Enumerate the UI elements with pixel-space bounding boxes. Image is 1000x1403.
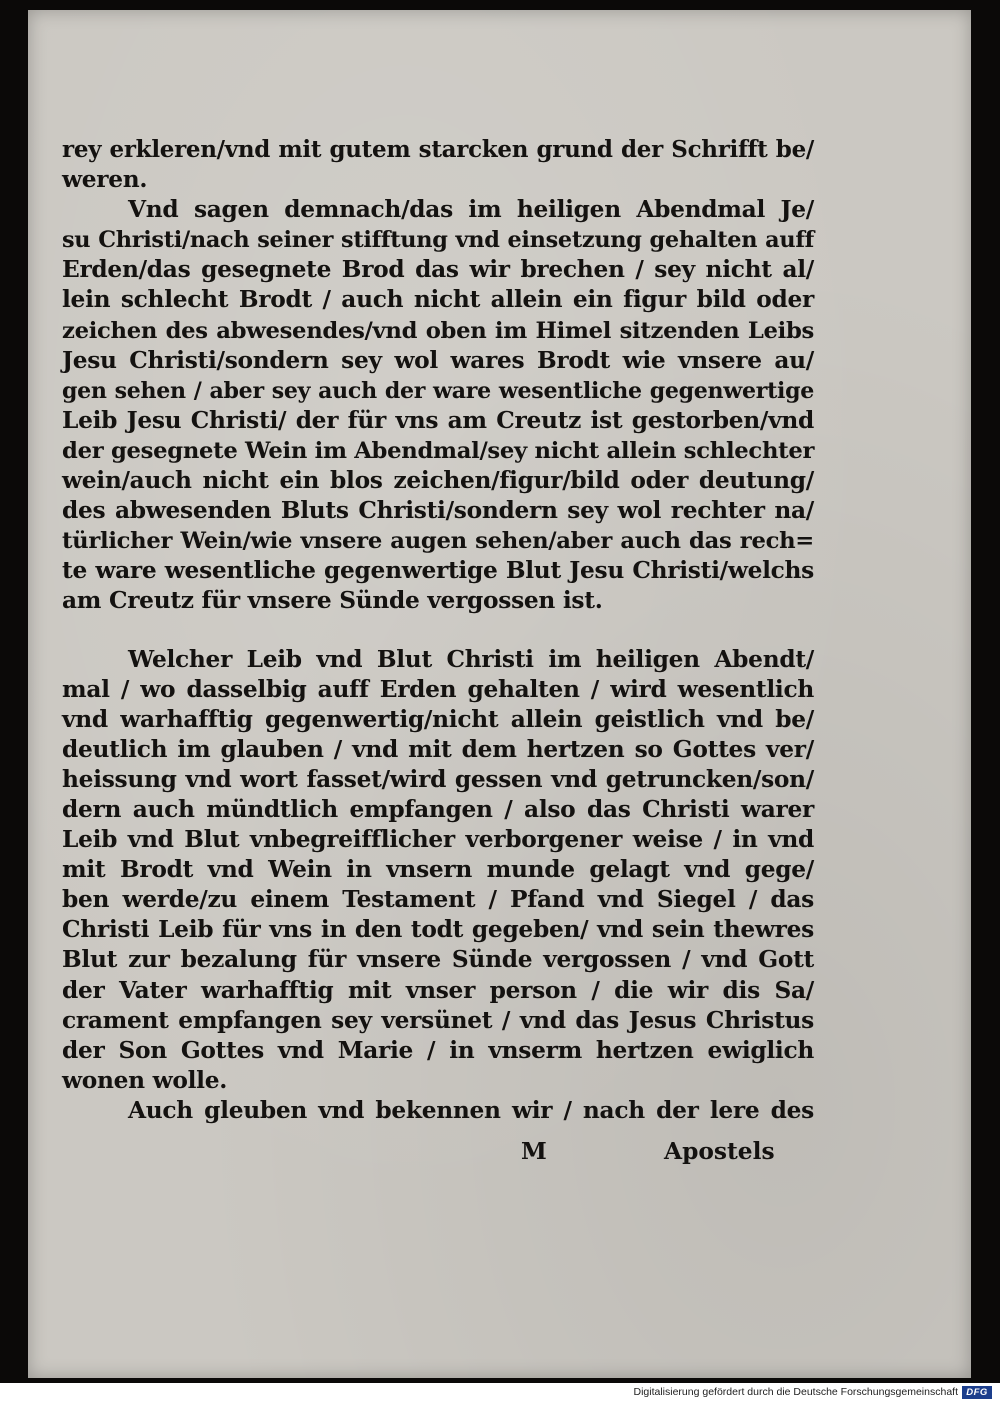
digitization-footer bbox=[0, 1383, 1000, 1403]
signature-mark: M bbox=[521, 1138, 548, 1165]
text-line: Leib Jesu Christi/ der für vns am Creutz ist gestorben/vnd bbox=[62, 406, 814, 434]
text-line: mit Brodt vnd Wein in vnsern munde gelagt vnd gege/ bbox=[62, 856, 814, 884]
text-line: der Son Gottes vnd Marie / in vnserm hertzen ewiglich bbox=[62, 1036, 814, 1064]
text-line: crament empfangen sey versünet / vnd das Jesus Christus bbox=[62, 1006, 814, 1034]
text-line: te ware wesentliche gegenwertige Blut Jesu Christi/welchs bbox=[62, 557, 814, 585]
catchword: Apostels bbox=[664, 1138, 775, 1165]
text-line: vnd warhafftig gegenwertig/nicht allein geistlich vnd be/ bbox=[62, 705, 814, 733]
text-line: su Christi/nach seiner stifftung vnd einsetzung gehalten auff bbox=[62, 227, 814, 254]
text-line: mal / wo dasselbig auff Erden gehalten / wird wesentlich bbox=[62, 675, 814, 703]
text-line: ben werde/zu einem Testament / Pfand vnd Siegel / das bbox=[62, 886, 814, 914]
text-line: Leib vnd Blut vnbegreifflicher verborgener weise / in vnd bbox=[62, 826, 814, 854]
text-line: Christi Leib für vns in den todt gegeben/ vnd sein thewres bbox=[62, 916, 814, 944]
text-line: des abwesenden Bluts Christi/sondern sey wol rechter na/ bbox=[62, 497, 814, 525]
paragraph-gap bbox=[62, 617, 814, 645]
text-line: zeichen des abwesendes/vnd oben im Himel sitzenden Leibs bbox=[62, 317, 814, 344]
text-line: Jesu Christi/sondern sey wol wares Brodt wie vnsere au/ bbox=[62, 346, 814, 374]
text-line: deutlich im glauben / vnd mit dem hertzen so Gottes ver/ bbox=[62, 735, 814, 763]
text-line: türlicher Wein/wie vnsere augen sehen/aber auch das rech= bbox=[62, 528, 814, 555]
text-line: Blut zur bezalung für vnsere Sünde vergossen / vnd Gott bbox=[62, 946, 814, 974]
text-line: wein/auch nicht ein blos zeichen/figur/bild oder deutung/ bbox=[62, 467, 814, 495]
text-line: der gesegnete Wein im Abendmal/sey nicht allein schlechter bbox=[62, 437, 815, 464]
text-line: rey erkleren/vnd mit gutem starcken grund der Schrifft be/ bbox=[62, 136, 814, 163]
text-line: weren. bbox=[62, 166, 148, 194]
text-line: wonen wolle. bbox=[62, 1066, 228, 1094]
book-page bbox=[28, 10, 971, 1378]
dfg-logo: DFG bbox=[962, 1386, 992, 1399]
text-line: am Creutz für vnsere Sünde vergossen ist. bbox=[62, 587, 603, 615]
text-line: der Vater warhafftig mit vnser person / die wir dis Sa/ bbox=[62, 976, 814, 1004]
text-line: heissung vnd wort fasset/wird gessen vnd getruncken/son/ bbox=[62, 765, 814, 793]
funding-credit: Digitalisierung gefördert durch die Deutsche Forschungsgemeinschaft bbox=[633, 1386, 958, 1398]
text-line: lein schlecht Brodt / auch nicht allein ein figur bild oder bbox=[62, 286, 814, 314]
text-line: Vnd sagen demnach/das im heiligen Abendmal Je/ bbox=[128, 196, 814, 224]
body-text bbox=[62, 135, 814, 1126]
page-footer-marks bbox=[28, 1138, 971, 1170]
text-line: Welcher Leib vnd Blut Christi im heiligen Abendt/ bbox=[128, 645, 814, 673]
text-line: dern auch mündtlich empfangen / also das Christi warer bbox=[62, 795, 814, 823]
text-line: Erden/das gesegnete Brod das wir brechen / sey nicht al/ bbox=[62, 256, 814, 284]
text-line: gen sehen / aber sey auch der ware wesentliche gegenwertige bbox=[62, 377, 814, 404]
text-line: Auch gleuben vnd bekennen wir / nach der lere des bbox=[128, 1096, 814, 1124]
